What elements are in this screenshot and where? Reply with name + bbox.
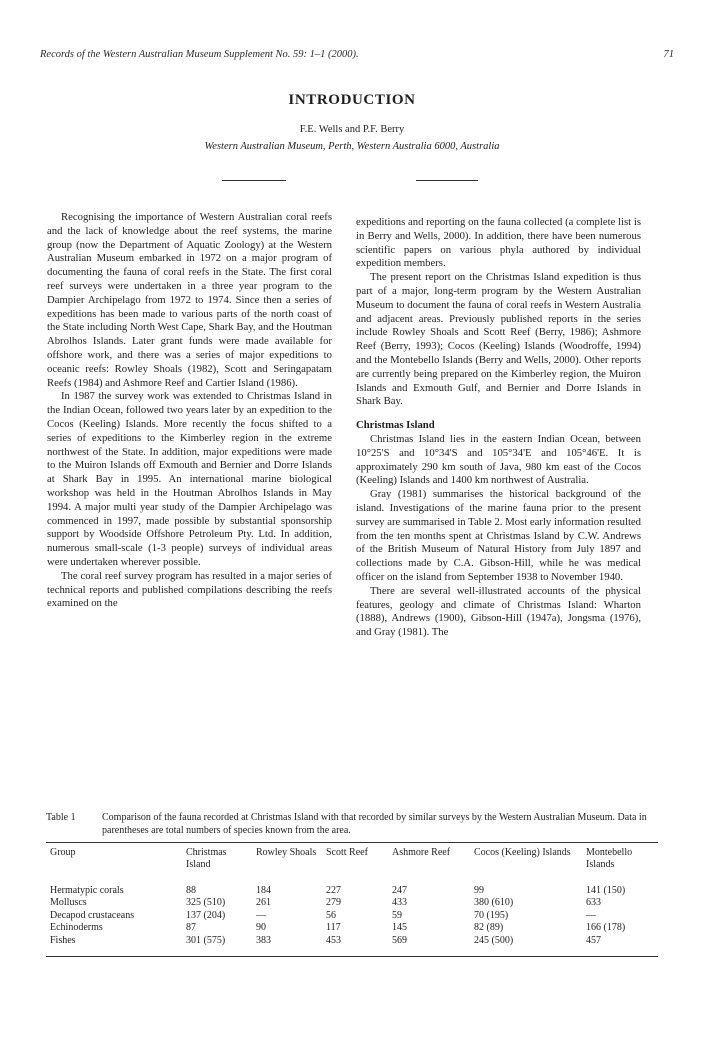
table-header-row — [46, 845, 658, 879]
table-cell: 99 — [474, 885, 484, 896]
table-row — [46, 897, 658, 909]
table-cell: 70 (195) — [474, 909, 509, 921]
authors: F.E. Wells and P.F. Berry — [299, 124, 405, 135]
paragraph: Recognising the importance of Western Australian coral reefs and the lack of knowledge about the reef systems, the marine group (now the Department of Aquatic Zoology) at the Western Australian Museum embarked in 1972 on a major program of documenting the fauna of coral reefs in the State. The first coral reef surveys were undertaken in a three year program to the Dampier Archipelago from 1972 to 1974. Since then a series of expeditions has been made to various parts of the north coast of the State including North West Cape, Shark Bay, and the Houtman Abrolhos Islands. Later grant funds were made available for offshore work, and there was a series of major expeditions to oceanic reefs: Rowley Shoals (1982), Scott and Seringapatam Reefs (1984) and Ashmore Reef and Cartier Island (1986). — [47, 211, 332, 389]
table-cell: 117 — [326, 922, 341, 934]
table-cell: 56 — [326, 909, 336, 921]
journal-citation: Records of the Western Australian Museum Supplement No. 59: 1–1 (2000). — [40, 49, 359, 60]
table-cell: 141 (150) — [586, 885, 626, 896]
table-cell: 82 (89) — [474, 922, 504, 934]
left-column — [47, 211, 332, 611]
section-heading: Christmas Island — [356, 419, 435, 432]
column-header: Cocos (Keeling) Islands — [474, 847, 571, 858]
column-header: Rowley Shoals — [256, 847, 317, 858]
table-cell: 88 — [186, 885, 196, 896]
table-cell: 433 — [392, 897, 407, 909]
table-cell: 137 (204) — [186, 909, 226, 921]
divider-right — [416, 180, 478, 181]
paragraph: Christmas Island lies in the eastern Indian Ocean, between 10°25'S and 10°34'S and 105°34'E and 105°46'E. It is approximately 290 km south of Java, 980 km east of the Cocos (Keeling) Islands and 1400 km northwest of Australia. — [356, 432, 641, 487]
table-cell: 453 — [326, 934, 341, 946]
table-caption — [46, 811, 662, 837]
article-title: INTRODUCTION — [288, 92, 416, 108]
table-top-rule — [46, 842, 658, 843]
table-cell: — — [586, 909, 596, 921]
table-cell: Echinoderms — [50, 922, 103, 934]
table-row — [46, 910, 658, 922]
table-cell: 325 (510) — [186, 897, 226, 909]
table-cell: 457 — [586, 934, 601, 946]
table-cell: 383 — [256, 934, 271, 946]
column-header: Montebello Islands — [586, 847, 633, 870]
paragraph: There are several well-illustrated accounts of the physical features, geology and climate of Christmas Island: Wharton (1888), Andrews (1900), Gibson-Hill (1947a), Jongsma (1976), and Gray (1981). The — [356, 584, 641, 639]
paragraph: The present report on the Christmas Island expedition is thus part of a major, long-term program by the Western Australian Museum to document the fauna of coral reefs in Western Australia and adjacent areas. Previously published reports in the series include Rowley Shoals and Scott Reef (Berry, 1986); Ashmore Reef (Berry, 1993); Cocos (Keeling) Islands (Woodroffe, 1994) and the Montebello Islands (Berry and Wells, 2000). Other reports are currently being prepared on the Kimberley region, the Muiron Islands and Exmouth Gulf, and Bernier and Dorre Islands in Shark Bay. — [356, 271, 641, 408]
table-cell: 59 — [392, 909, 402, 921]
table-cell: 245 (500) — [474, 934, 514, 946]
table-cell: Decapod crustaceans — [50, 909, 135, 921]
table-cell: 380 (610) — [474, 897, 514, 909]
table-cell: 301 (575) — [186, 934, 226, 946]
affiliation: Western Australian Museum, Perth, Western Australia 6000, Australia — [204, 141, 500, 152]
fauna-comparison-table — [46, 845, 658, 947]
table-cell: 227 — [326, 885, 341, 896]
page-number: 71 — [663, 49, 674, 60]
table-cell: Molluscs — [50, 897, 87, 909]
table-row — [46, 922, 658, 934]
table-row — [46, 879, 658, 897]
table-cell: 87 — [186, 922, 196, 934]
table-cell: 145 — [392, 922, 407, 934]
paragraph: In 1987 the survey work was extended to Christmas Island in the Indian Ocean, followed two years later by an expedition to the Cocos (Keeling) Islands. More recently the focus shifted to a series of expeditions to the Kimberley region in the extreme northwest of the State. In addition, major expeditions were made to the Muiron Islands off Exmouth and Bernier and Dorre Islands at Shark Bay in 1995. An international marine biological workshop was held in the Houtman Abrolhos Islands in May 1994. A major multi year study of the Dampier Archipelago was commenced in 1997, made possible by substantial sponsorship support by Woodside Offshore Petroleum Pty. Ltd. In addition, numerous small-scale (1-3 people) surveys of individual areas were undertaken wherever possible. — [47, 390, 332, 568]
table-cell: 279 — [326, 897, 341, 909]
table-cell: 247 — [392, 885, 407, 896]
column-header: Group — [50, 847, 76, 858]
paragraph: expeditions and reporting on the fauna collected (a complete list is in Berry and Wells, 2000). In addition, there have been numerous scientific papers on various phyla authored by individual expedition members. — [356, 216, 641, 270]
column-header: Christmas Island — [186, 847, 227, 870]
table-cell: 90 — [256, 922, 266, 934]
table-cell: — — [256, 909, 266, 921]
table-cell: 261 — [256, 897, 271, 909]
divider-left — [222, 180, 286, 181]
table-cell: 184 — [256, 885, 271, 896]
table-bottom-rule — [46, 956, 658, 957]
running-header — [40, 49, 674, 60]
right-column — [356, 216, 641, 640]
table-cell: 166 (178) — [586, 922, 626, 934]
table-row — [46, 935, 658, 947]
table-cell: 633 — [586, 897, 601, 909]
column-header: Ashmore Reef — [392, 847, 451, 858]
paragraph: Gray (1981) summarises the historical background of the island. Investigations of the marine fauna prior to the present survey are summarised in Table 2. Most early information resulted from the ten months spent at Christmas Island by C.W. Andrews of the British Museum of Natural History from July 1897 and collections made by C.A. Gibson-Hill, while he was medical officer on the island from September 1938 to November 1940. — [356, 488, 641, 583]
table-cell: Fishes — [50, 934, 76, 946]
column-header: Scott Reef — [326, 847, 368, 858]
table-caption-text: Comparison of the fauna recorded at Christmas Island with that recorded by similar surveys by the Western Australian Museum. Data in parentheses are total numbers of species known from the area. — [102, 812, 647, 836]
table-cell: 569 — [392, 934, 407, 946]
paragraph: The coral reef survey program has resulted in a major series of technical reports and published compilations describing the reefs examined on the — [47, 569, 332, 610]
table-label: Table 1 — [46, 812, 76, 823]
table-cell: Hermatypic corals — [50, 885, 124, 896]
